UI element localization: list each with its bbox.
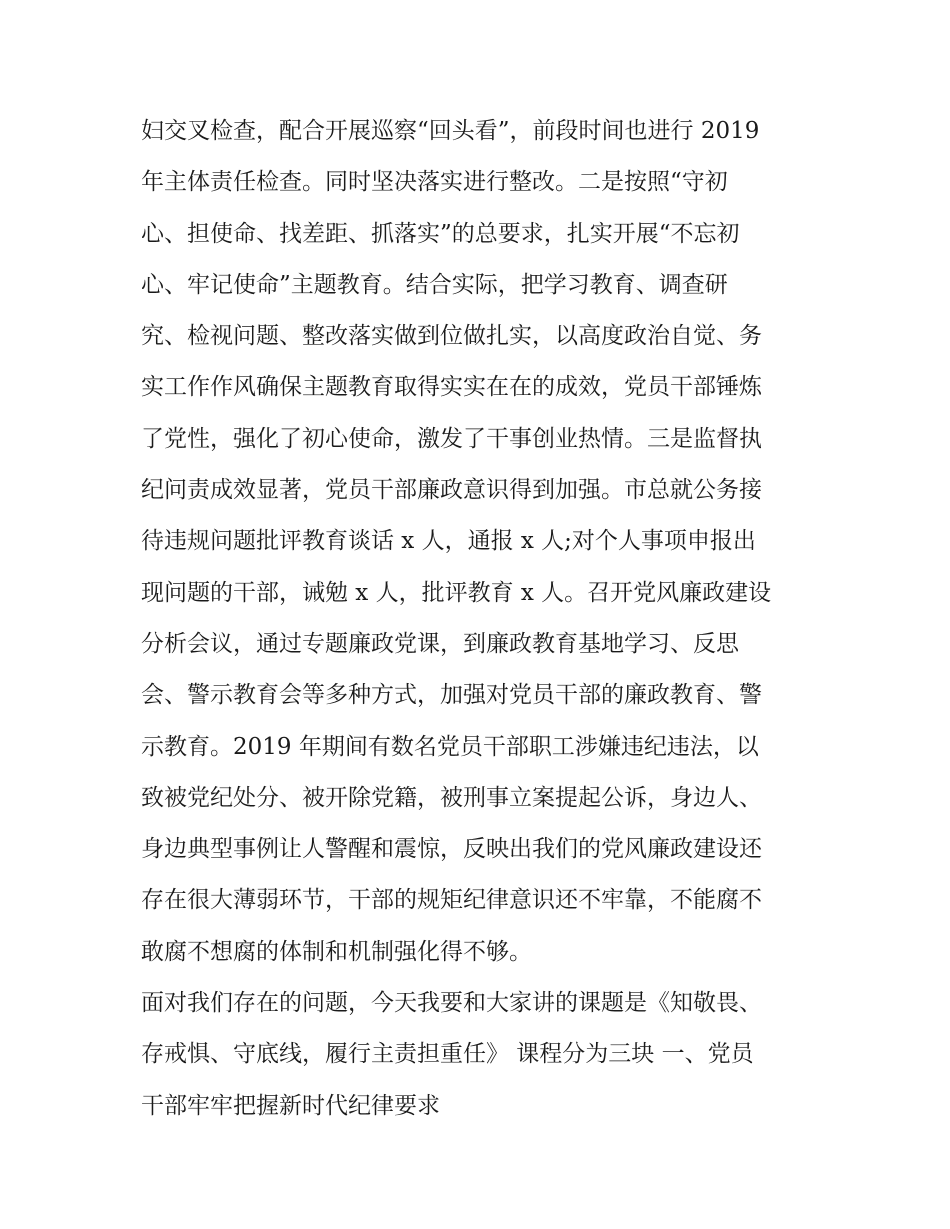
text-line-7: 了党性，强化了初心使命，激发了干事创业热情。三是监督执	[141, 425, 762, 452]
text-line-18: 面对我们存在的问题，今天我要和大家讲的课题是《知敬畏、	[141, 990, 762, 1017]
text-line-2: 年主体责任检查。同时坚决落实进行整改。二是按照“守初	[141, 169, 728, 196]
text-line-15: 身边典型事例让人警醒和震惊，反映出我们的党风廉政建设还	[141, 836, 762, 863]
text-line-13: 示教育。2019 年期间有数名党员干部职工涉嫌违纪违法，以	[141, 733, 759, 760]
text-line-19: 存戒惧、守底线，履行主责担重任》 课程分为三块 一、党员	[141, 1041, 754, 1068]
text-line-9: 待违规问题批评教育谈话 x 人，通报 x 人;对个人事项申报出	[141, 528, 756, 555]
text-line-1: 妇交叉检查，配合开展巡察“回头看”，前段时间也进行 2019	[141, 118, 760, 144]
text-line-4: 心、牢记使命”主题教育。结合实际，把学习教育、调查研	[141, 271, 728, 298]
text-line-12: 会、警示教育会等多种方式，加强对党员干部的廉政教育、警	[141, 682, 762, 709]
text-line-5: 究、检视问题、整改落实做到位做扎实，以高度政治自觉、务	[141, 323, 762, 350]
body-text	[141, 106, 821, 1132]
text-line-20: 干部牢牢把握新时代纪律要求	[141, 1092, 440, 1119]
text-line-11: 分析会议，通过专题廉政党课，到廉政教育基地学习、反思	[141, 630, 739, 657]
text-line-17: 敢腐不想腐的体制和机制强化得不够。	[141, 938, 532, 965]
text-line-8: 纪问责成效显著，党员干部廉政意识得到加强。市总就公务接	[141, 477, 762, 504]
text-line-6: 实工作作风确保主题教育取得实实在在的成效，党员干部锤炼	[141, 374, 762, 401]
text-line-3: 心、担使命、找差距、抓落实”的总要求，扎实开展“不忘初	[141, 220, 740, 247]
text-line-14: 致被党纪处分、被开除党籍，被刑事立案提起公诉，身边人、	[141, 784, 762, 811]
text-line-16: 存在很大薄弱环节，干部的规矩纪律意识还不牢靠，不能腐不	[141, 887, 762, 914]
text-line-10: 现问题的干部，诫勉 x 人，批评教育 x 人。召开党风廉政建设	[141, 579, 772, 606]
